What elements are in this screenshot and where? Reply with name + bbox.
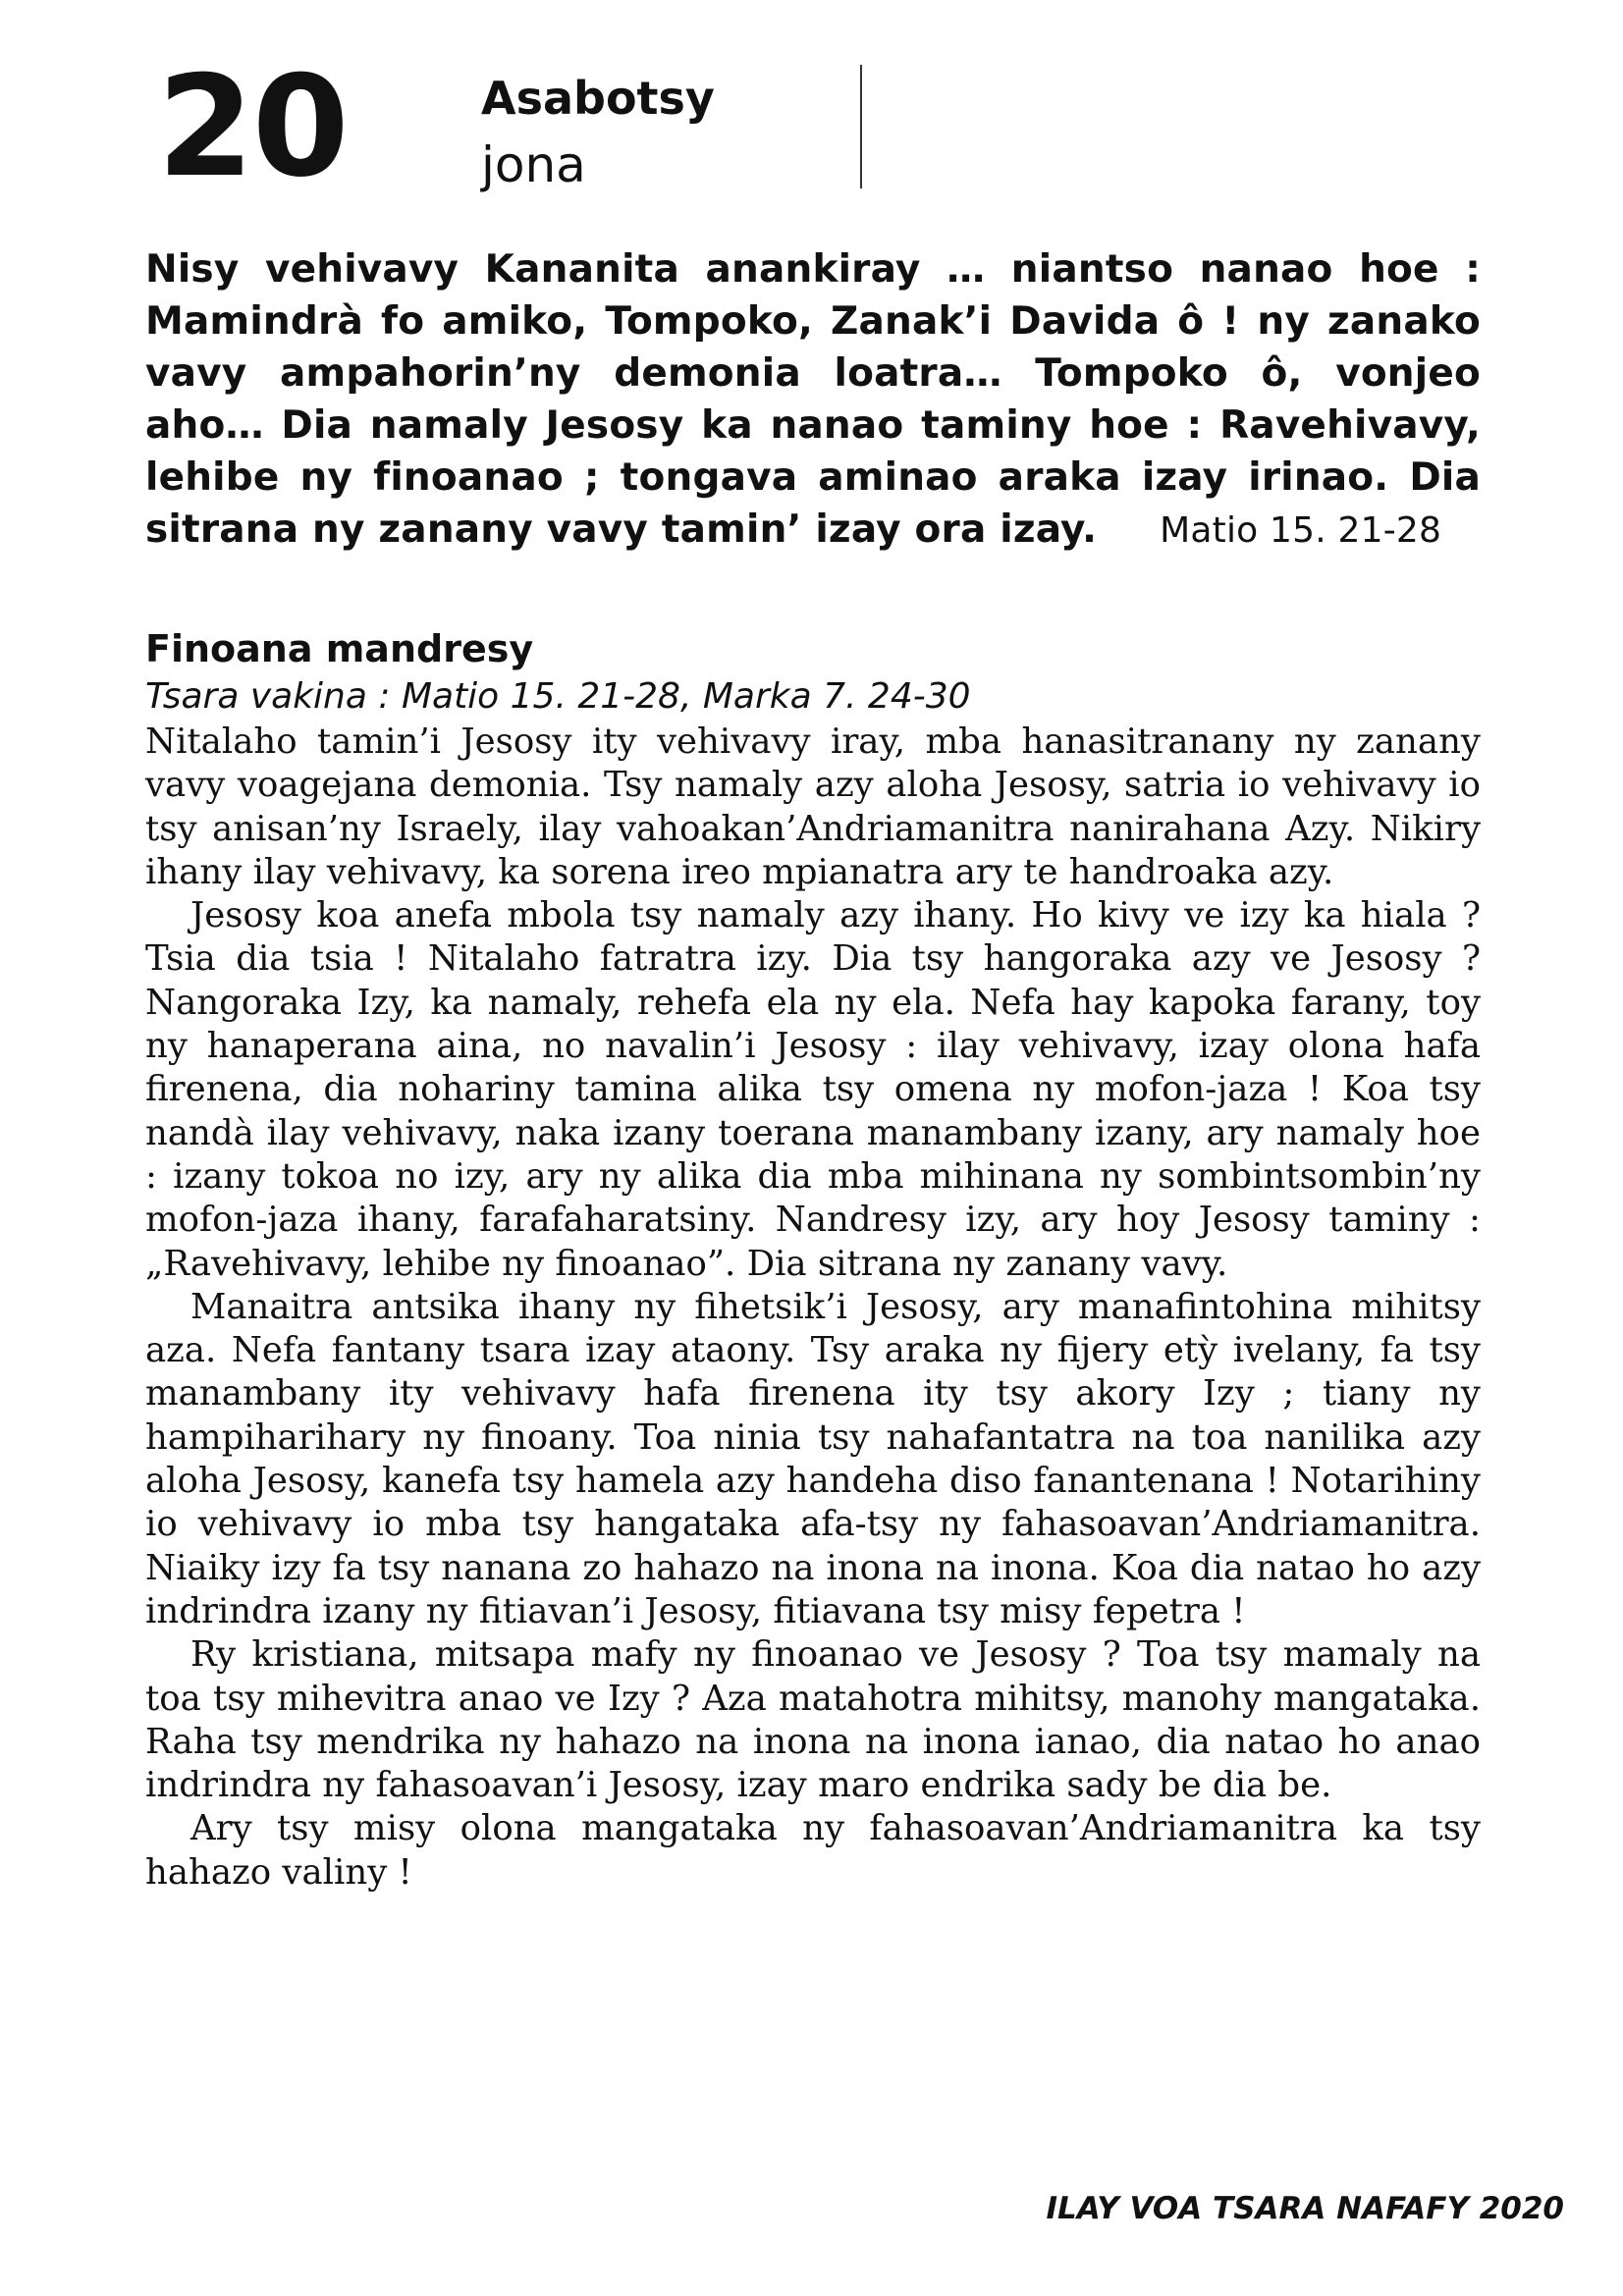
verse-text: Nisy vehivavy Kananita anankiray … niantso nanao hoe : Mamindrà fo amiko, Tompoko, Zanak’i Davida ô ! ny zanako vavy ampahorin’ny demonia loatra… Tompoko ô, vonjeo aho… Dia namaly Jesosy ka nanao taminy hoe : Ravehivavy, lehibe ny finoanao ; tongava aminao araka izay irinao. Dia sitrana ny zanany vavy tamin’ izay ora izay.	[145, 247, 1481, 552]
weekday-label: Asabotsy	[481, 72, 715, 125]
section-title: Finoana mandresy	[145, 627, 534, 670]
suggested-reading: Tsara vakina : Matio 15. 21-28, Marka 7. 24-30	[145, 676, 971, 717]
paragraph: Nitalaho tamin’i Jesosy ity vehivavy iray, mba hanasitranany ny zanany vavy voagejana demonia. Tsy namaly azy aloha Jesosy, satria io vehivavy io tsy anisan’ny Israely, ilay vahoakan’Andriamanitra nanirahana Azy. Nikiry ihany ilay vehivavy, ka sorena ireo mpianatra ary te handroaka azy.	[145, 721, 1481, 892]
paragraph: Ry kristiana, mitsapa mafy ny finoanao ve Jesosy ? Toa tsy mamaly na toa tsy mihevitra anao ve Izy ? Aza matahotra mihitsy, manohy mangataka. Raha tsy mendrika ny hahazo na inona na inona ianao, dia natao ho anao indrindra ny fahasoavan’i Jesosy, izay maro endrika sady be dia be.	[145, 1634, 1481, 1806]
month-label: jona	[481, 136, 586, 193]
day-number: 20	[157, 46, 348, 208]
paragraph: Jesosy koa anefa mbola tsy namaly azy ihany. Ho kivy ve izy ka hiala ? Tsia dia tsia ! Nitalaho fatratra izy. Dia tsy hangoraka azy ve Jesosy ? Nangoraka Izy, ka namaly, rehefa ela ny ela. Nefa hay kapoka farany, toy ny hanaperana aina, no navalin’i Jesosy : ilay vehivavy, izay olona hafa firenena, dia nohariny tamina alika tsy omena ny mofon-jaza ! Koa tsy nandà ilay vehivavy, naka izany toerana manambany izany, ary namaly hoe : izany tokoa no izy, ary ny alika dia mba mihinana ny sombintsombin’ny mofon-jaza ihany, farafaharatsiny. Nandresy izy, ary hoy Jesosy taminy : „Ravehivavy, lehibe ny finoanao”. Dia sitrana ny zanany vavy.	[145, 895, 1481, 1284]
meditation-body	[145, 721, 1481, 1895]
paragraph: Manaitra antsika ihany ny fihetsik’i Jesosy, ary manafintohina mihitsy aza. Nefa fantany tsara izay ataony. Tsy araka ny fijery etỳ ivelany, fa tsy manambany ity vehivavy hafa firenena ity tsy akory Izy ; tiany ny hampiharihary ny finoany. Toa ninia tsy nahafantatra na toa nanilika azy aloha Jesosy, kanefa tsy hamela azy handeha diso fanantenana ! Notarihiny io vehivavy io mba tsy hangataka afa-tsy ny fahasoavan’Andriamanitra. Niaiky izy fa tsy nanana zo hahazo na inona na inona. Koa dia natao ho azy indrindra izany ny fitiavan’i Jesosy, fitiavana tsy misy fepetra !	[145, 1286, 1481, 1631]
header-divider	[860, 65, 862, 188]
paragraph: Ary tsy misy olona mangataka ny fahasoavan’Andriamanitra ka tsy hahazo valiny !	[145, 1808, 1481, 1893]
scripture-verse	[145, 243, 1481, 557]
verse-reference: Matio 15. 21-28	[1160, 510, 1442, 551]
date-header	[157, 46, 903, 208]
footer-publication: ILAY VOA TSARA NAFAFY 2020	[1046, 2191, 1564, 2226]
